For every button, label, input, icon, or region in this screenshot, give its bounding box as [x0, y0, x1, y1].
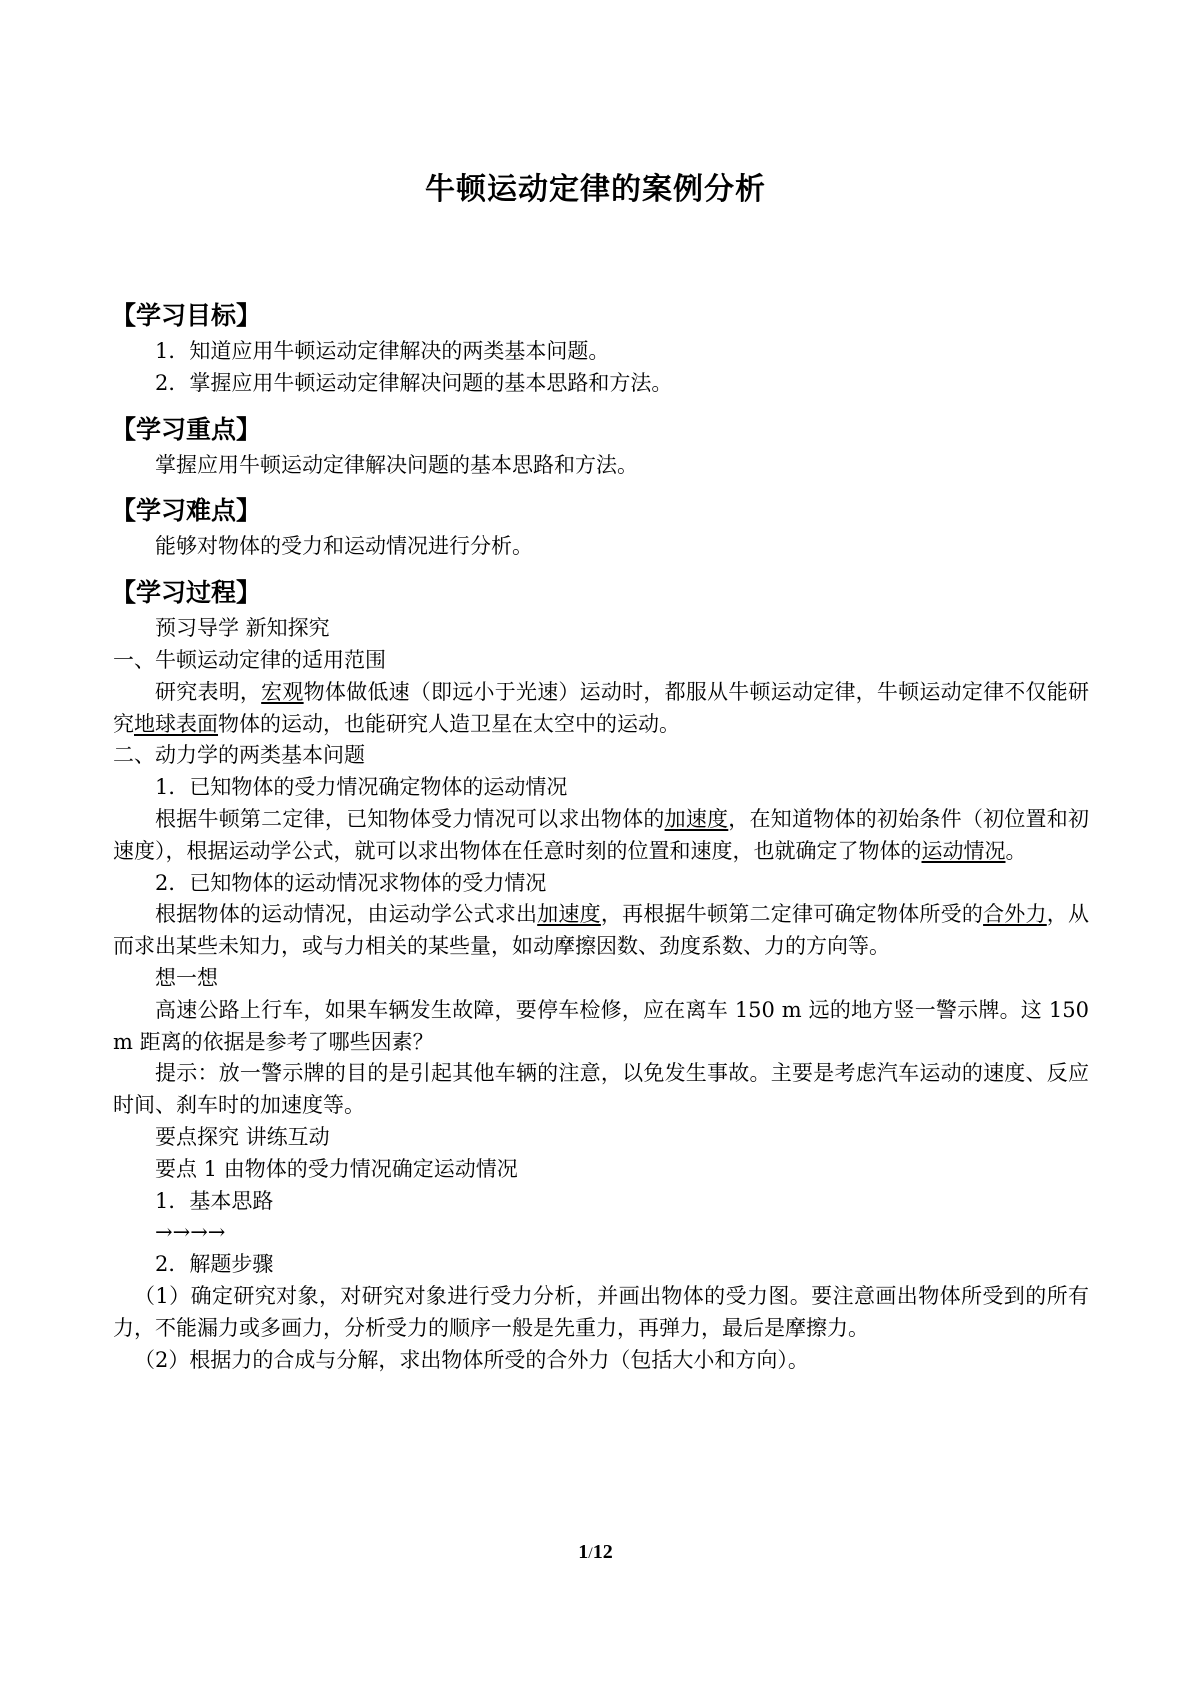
- part2-1-paragraph: 根据牛顿第二定律，已知物体受力情况可以求出物体的加速度，在知道物体的初始条件（初位置和初速度），根据运动学公式，就可以求出物体在任意时刻的位置和速度，也就确定了物体的运动情况。: [113, 806, 1090, 863]
- total-pages: 12: [592, 1541, 613, 1563]
- underlined-term: 宏观: [261, 679, 304, 704]
- page-title: 牛顿运动定律的案例分析: [425, 172, 766, 207]
- part1-title: 一、牛顿运动定律的适用范围: [113, 647, 386, 672]
- step-2: （2）根据力的合成与分解，求出物体所受的合外力（包括大小和方向）。: [134, 1347, 809, 1372]
- objectives-heading: 【学习目标】: [111, 301, 262, 330]
- part2-1-title: 1．已知物体的受力情况确定物体的运动情况: [155, 775, 568, 800]
- part2-2-title: 2．已知物体的运动情况求物体的受力情况: [155, 870, 547, 895]
- part1-paragraph: 研究表明，宏观物体做低速（即远小于光速）运动时，都服从牛顿运动定律，牛顿运动定律不仅能研究地球表面物体的运动，也能研究人造卫星在太空中的运动。: [113, 679, 1090, 736]
- objective-item-1: 1．知道应用牛顿运动定律解决的两类基本问题。: [155, 339, 610, 363]
- underlined-term: 加速度: [664, 806, 729, 831]
- difficulties-heading: 【学习难点】: [111, 496, 262, 526]
- arrows-diagram: →→→→: [155, 1220, 226, 1245]
- step-1: （1）确定研究对象，对研究对象进行受力分析，并画出物体的受力图。要注意画出物体所受到的所有力，不能漏力或多画力，分析受力的顺序一般是先重力，再弹力，最后是摩擦力。: [113, 1283, 1089, 1340]
- preview-title: 预习导学 新知探究: [155, 616, 330, 641]
- document-body: [113, 300, 1089, 1376]
- page-separator: /: [588, 1545, 593, 1562]
- underlined-term: 运动情况: [921, 838, 1006, 863]
- underlined-term: 合外力: [983, 902, 1047, 927]
- part2-2-paragraph: 根据物体的运动情况，由运动学公式求出加速度，再根据牛顿第二定律可确定物体所受的合外力，从而求出某些未知力，或与力相关的某些量，如动摩擦因数、劲度系数、力的方向等。: [113, 902, 1090, 959]
- difficulties-text: 能够对物体的受力和运动情况进行分析。: [155, 534, 533, 559]
- think-question: 高速公路上行车，如果车辆发生故障，要停车检修，应在离车 150 m 远的地方竖一警示牌。这 150 m 距离的依据是参考了哪些因素？: [113, 997, 1089, 1054]
- think-title: 想一想: [155, 965, 218, 990]
- point1-title: 要点 1 由物体的受力情况确定运动情况: [155, 1156, 518, 1181]
- objective-item-2: 2．掌握应用牛顿运动定律解决问题的基本思路和方法。: [155, 370, 673, 395]
- basic-idea-title: 1．基本思路: [155, 1188, 274, 1213]
- current-page: 1: [578, 1541, 589, 1563]
- think-hint: 提示：放一警示牌的目的是引起其他车辆的注意，以免发生事故。主要是考虑汽车运动的速度、反应时间、刹车时的加速度等。: [113, 1061, 1089, 1118]
- key-points-heading: 【学习重点】: [111, 414, 262, 444]
- key-points-text: 掌握应用牛顿运动定律解决问题的基本思路和方法。: [155, 452, 638, 477]
- page-number: [0, 1541, 1191, 1564]
- process-heading: 【学习过程】: [111, 578, 262, 608]
- steps-title: 2．解题步骤: [155, 1252, 274, 1277]
- part2-title: 二、动力学的两类基本问题: [113, 743, 365, 768]
- underlined-term: 加速度: [537, 902, 601, 927]
- underlined-term: 地球表面: [134, 711, 218, 736]
- explore-title: 要点探究 讲练互动: [155, 1124, 330, 1149]
